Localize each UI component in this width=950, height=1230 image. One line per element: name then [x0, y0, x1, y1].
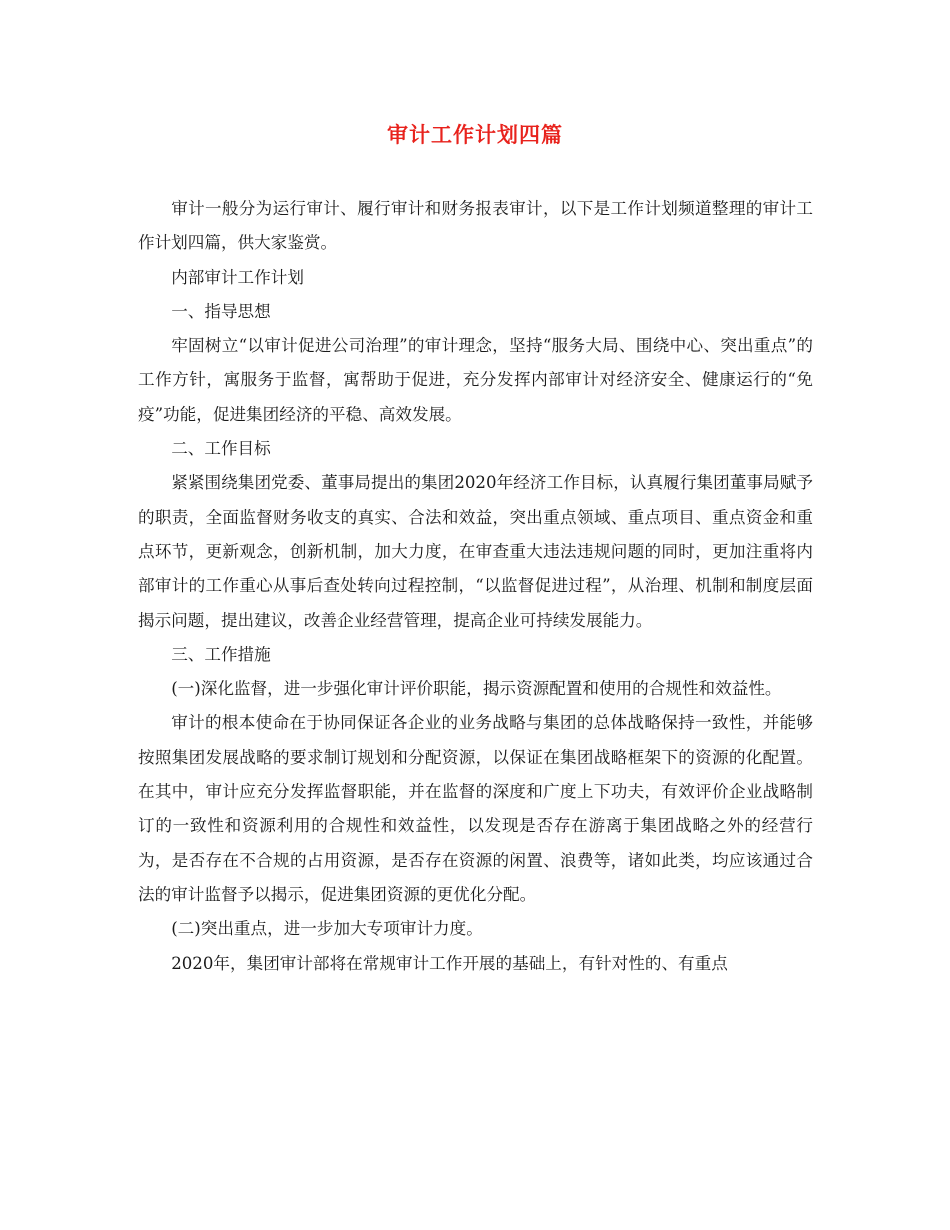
- measure-1-paragraph: 审计的根本使命在于协同保证各企业的业务战略与集团的总体战略保持一致性，并能够按照集团发展战略的要求制订规划和分配资源，以保证在集团战略框架下的资源的化配置。在其中，审计应充分发挥监督职能，并在监督的深度和广度上下功夫，有效评价企业战略制订的一致性和资源利用的合规性和效益性，以发现是否存在游离于集团战略之外的经营行为，是否存在不合规的占用资源，是否存在资源的闲置、浪费等，诸如此类，均应该通过合法的审计监督予以揭示，促进集团资源的更优化分配。: [138, 713, 813, 904]
- measure-1-heading: (一)深化监督，进一步强化审计评价职能，揭示资源配置和使用的合规性和效益性。: [171, 679, 782, 699]
- section-heading-guiding-ideology: 一、指导思想: [171, 301, 271, 321]
- guiding-ideology-paragraph: 牢固树立“以审计促进公司治理”的审计理念，坚持“服务大局、围绕中心、突出重点”的工作方针，寓服务于监督，寓帮助于促进，充分发挥内部审计对经济安全、健康运行的“免疫”功能，促进集团经济的平稳、高效发展。: [138, 336, 813, 424]
- section-heading-internal-audit-plan: 内部审计工作计划: [171, 267, 304, 287]
- measure-2-heading: (二)突出重点，进一步加大专项审计力度。: [171, 919, 483, 939]
- section-heading-work-measures: 三、工作措施: [171, 644, 271, 664]
- document-title: 审计工作计划四篇: [387, 122, 563, 147]
- section-heading-work-goals: 二、工作目标: [171, 439, 271, 459]
- work-goals-paragraph: 紧紧围绕集团党委、董事局提出的集团2020年经济工作目标，认真履行集团董事局赋予的职责，全面监督财务收支的真实、合法和效益，突出重点领域、重点项目、重点资金和重点环节，更新观念，创新机制，加大力度，在审查重大违法违规问题的同时，更加注重将内部审计的工作重心从事后查处转向过程控制，“以监督促进过程”，从治理、机制和制度层面揭示问题，提出建议，改善企业经营管理，提高企业可持续发展能力。: [138, 473, 813, 630]
- measure-2-paragraph: 2020年，集团审计部将在常规审计工作开展的基础上，有针对性的、有重点: [171, 953, 728, 973]
- intro-paragraph: 审计一般分为运行审计、履行审计和财务报表审计，以下是工作计划频道整理的审计工作计划四篇，供大家鉴赏。: [138, 199, 813, 253]
- document-body: [138, 192, 813, 981]
